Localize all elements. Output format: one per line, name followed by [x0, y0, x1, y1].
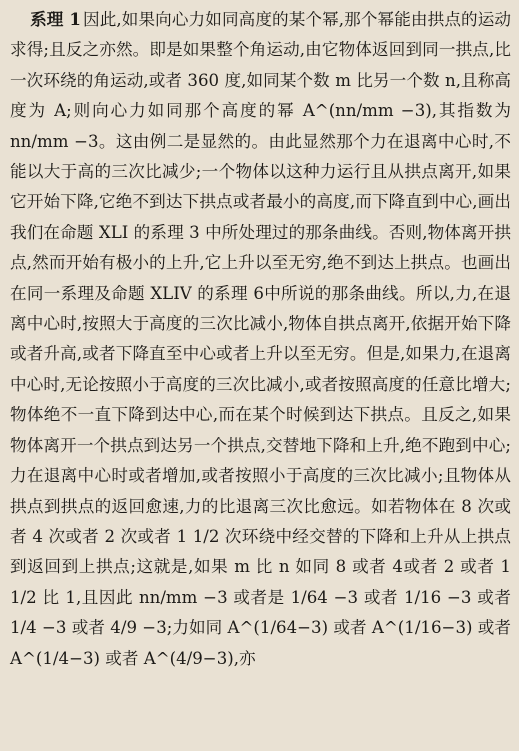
text-line: 且物体从拱点到拱点的返回愈速,力的比退离三次比愈远。如若: [10, 466, 511, 516]
text-line: 中所说的那条曲线。所以,力,在退离中心时,按照大于高度的三: [10, 283, 511, 334]
text-line: 至中心或者上升以至无穷。但是,如果力,在退离中心时,无论按: [10, 344, 511, 394]
text-line: 物体在 8 次或者 4 次或者 2 次或者 1 1/2 次环绕中经交替的下降和: [10, 496, 511, 546]
text-line: 降直到中心,画出我们在命题 XLI 的系理 3 中所处理过的那条曲: [10, 192, 511, 242]
text-line: 一直下降到达中心,而在某个时候到达下拱点。且反之,如果物体: [10, 405, 511, 455]
text-line: 因此,如果向心力如同高度的某个幂,那个幂能由拱: [82, 10, 445, 29]
text-line: 时,不能以大于高的三次比减少;一个物体以这种力运行且从拱点: [10, 131, 512, 182]
text-line: 穷,绝不到达上拱点。也画出在同一系理及命题 XLIV 的系理 6: [10, 253, 511, 303]
text-line: 或者 2 或者 1 1/2 比 1,且因此 nn/mm −3 或者是 1/64 −3 或者 1/16 −3 或者: [10, 557, 511, 607]
corollary-paragraph: [10, 4, 511, 674]
text-line: 上升从上拱点到返回到上拱点;这就是,如果 m 比 n 如同 8 或者 4: [10, 526, 511, 577]
text-line: 离开一个拱点到达另一个拱点,交替地下降和上升,绝不跑到中: [43, 435, 489, 455]
text-line: 离开,如果它开始下降,它绝不到达下拱点或者最小的高度,而下: [10, 162, 511, 212]
text-line: 照小于高度的三次比减小,或者按照高度的任意比增大;物体绝不: [10, 374, 511, 425]
text-line: 另一个数 n,且称高度为 A;则向心力如同那个高度的幂 A^(nn/mm −3),其: [10, 70, 511, 121]
text-line: 点的运动求得;且反之亦然。即是如果整个角运动,由它物体返回: [10, 10, 512, 60]
text-line: 线。否则,物体离开拱点,然而开始有极小的上升,它上升以至无: [10, 222, 511, 273]
text-line: 次比减小,物体自拱点离开,依据开始下降或者升高,或者下降直: [10, 314, 511, 364]
text-line: 到同一拱点,比一次环绕的角运动,或者 360 度,如同某个数 m 比: [10, 40, 511, 90]
text-line: 指数为 nn/mm −3。这由例二是显然的。由此显然那个力在退离中心: [10, 101, 511, 151]
text-line: 心;力在退离中心时或者增加,或者按照小于高度的三次比减小;: [10, 435, 511, 486]
corollary-heading: 系理 1: [30, 9, 81, 29]
text-line: 1/4 −3 或者 4/9 −3;力如同 A^(1/64−3) 或者 A^(1/16−3) 或者 A^(1/4−3) 或者 A^(4/9−3),亦: [10, 618, 511, 668]
